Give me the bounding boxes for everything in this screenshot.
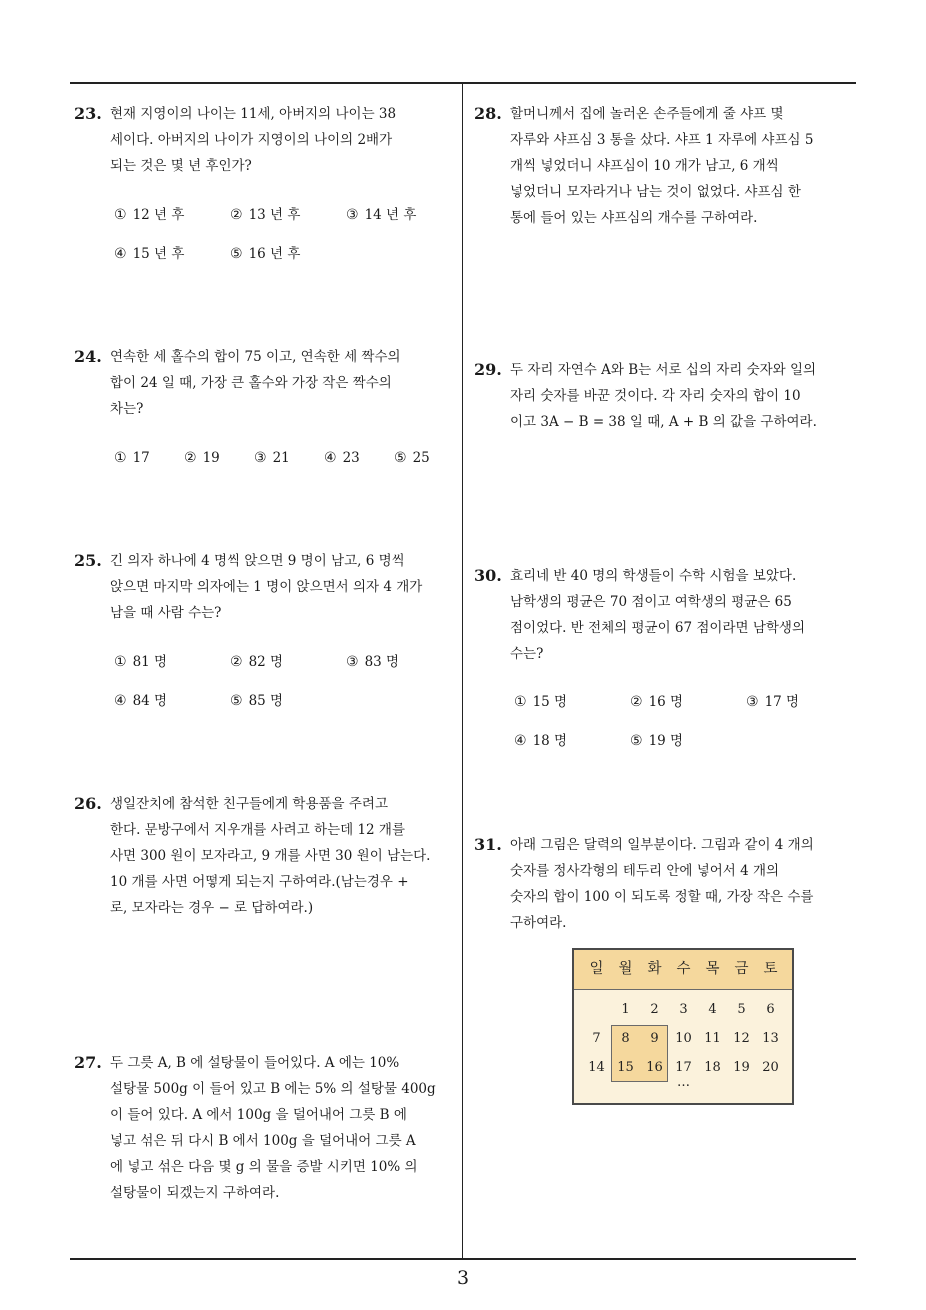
calendar-day: 9 xyxy=(650,1031,659,1046)
stem-line: 연속한 세 홀수의 합이 75 이고, 연속한 세 짝수의 xyxy=(110,349,401,365)
choice-mark: ③ xyxy=(254,450,267,466)
calendar-day: 19 xyxy=(733,1060,750,1075)
choice-mark: ③ xyxy=(746,694,759,710)
calendar-day: 4 xyxy=(708,1002,717,1017)
answer-choice[interactable] xyxy=(114,241,184,267)
stem-line: 통에 들어 있는 샤프심의 개수를 구하여라. xyxy=(510,210,758,226)
answer-choice[interactable] xyxy=(324,445,360,471)
calendar-day: 13 xyxy=(762,1031,779,1046)
answer-choice[interactable] xyxy=(746,689,799,715)
answer-choice[interactable] xyxy=(114,688,167,714)
choice-text: 13 년 후 xyxy=(248,207,301,223)
calendar-day: 11 xyxy=(704,1031,721,1046)
choice-mark: ⑤ xyxy=(230,246,243,262)
calendar-day: 5 xyxy=(737,1002,746,1017)
calendar-day: 3 xyxy=(679,1002,688,1017)
answer-choice[interactable] xyxy=(114,649,167,675)
choice-mark: ① xyxy=(114,450,127,466)
answer-choice[interactable] xyxy=(514,728,567,754)
choice-mark: ② xyxy=(184,450,197,466)
answer-choice[interactable] xyxy=(346,649,399,675)
choice-text: 23 xyxy=(342,450,360,466)
stem-line: 남을 때 사람 수는? xyxy=(110,605,222,621)
choice-mark: ① xyxy=(114,654,127,670)
stem-line: 10 개를 사면 어떻게 되는지 구하여라.(남는경우 + xyxy=(110,874,409,890)
stem-line: 현재 지영이의 나이는 11세, 아버지의 나이는 38 xyxy=(110,106,397,122)
choice-mark: ② xyxy=(230,207,243,223)
question-stem xyxy=(110,344,401,422)
stem-line: 남학생의 평균은 70 점이고 여학생의 평균은 65 xyxy=(510,594,792,610)
choice-mark: ⑤ xyxy=(230,693,243,709)
choice-text: 15 명 xyxy=(532,694,568,710)
choice-text: 16 명 xyxy=(648,694,684,710)
stem-line: 점이었다. 반 전체의 평균이 67 점이라면 남학생의 xyxy=(510,620,805,636)
stem-line: 차는? xyxy=(110,401,144,417)
question-number: 23. xyxy=(74,104,102,123)
stem-line: 수는? xyxy=(510,646,544,662)
page-number: 3 xyxy=(456,1267,470,1289)
choice-text: 12 년 후 xyxy=(132,207,185,223)
stem-line: 설탕물이 되겠는지 구하여라. xyxy=(110,1185,280,1201)
stem-line: 효리네 반 40 명의 학생들이 수학 시험을 보았다. xyxy=(510,568,797,584)
choice-mark: ⑤ xyxy=(630,733,643,749)
choice-text: 85 명 xyxy=(248,693,284,709)
choice-text: 81 명 xyxy=(132,654,168,670)
stem-line: 세이다. 아버지의 나이가 지영이의 나이의 2배가 xyxy=(110,132,393,148)
stem-line: 긴 의자 하나에 4 명씩 앉으면 9 명이 남고, 6 명씩 xyxy=(110,553,405,569)
answer-choice[interactable] xyxy=(230,202,300,228)
choice-mark: ④ xyxy=(514,733,527,749)
stem-line: 한다. 문방구에서 지우개를 사려고 하는데 12 개를 xyxy=(110,822,405,838)
stem-line: 합이 24 일 때, 가장 큰 홀수와 가장 작은 짝수의 xyxy=(110,375,392,391)
stem-line: 아래 그림은 달력의 일부분이다. 그림과 같이 4 개의 xyxy=(510,837,814,853)
answer-choice[interactable] xyxy=(114,445,150,471)
choice-mark: ② xyxy=(630,694,643,710)
calendar-day: 10 xyxy=(675,1031,692,1046)
calendar-day: 12 xyxy=(733,1031,750,1046)
choice-text: 83 명 xyxy=(364,654,400,670)
answer-choice[interactable] xyxy=(230,649,283,675)
question-number: 28. xyxy=(474,104,502,123)
calendar-day: 16 xyxy=(646,1060,663,1075)
answer-choice[interactable] xyxy=(630,728,683,754)
weekday-label: 일 xyxy=(589,961,604,977)
weekday-label: 월 xyxy=(618,961,633,977)
stem-line: 로, 모자라는 경우 − 로 답하여라.) xyxy=(110,900,314,916)
calendar-day: 18 xyxy=(704,1060,721,1075)
question-number: 30. xyxy=(474,566,502,585)
weekday-label: 수 xyxy=(676,961,691,977)
choice-text: 14 년 후 xyxy=(364,207,417,223)
choice-text: 19 xyxy=(202,450,220,466)
calendar-ellipsis: … xyxy=(677,1075,690,1090)
answer-choice[interactable] xyxy=(346,202,416,228)
weekday-label: 화 xyxy=(647,961,662,977)
choice-text: 82 명 xyxy=(248,654,284,670)
choice-text: 25 xyxy=(412,450,430,466)
stem-line: 숫자의 합이 100 이 되도록 정할 때, 가장 작은 수를 xyxy=(510,889,814,905)
choice-text: 16 년 후 xyxy=(248,246,301,262)
stem-line: 할머니께서 집에 놀러온 손주들에게 줄 샤프 몇 xyxy=(510,106,784,122)
weekday-label: 토 xyxy=(763,961,778,977)
choice-text: 17 xyxy=(132,450,150,466)
question-number: 26. xyxy=(74,794,102,813)
question-stem xyxy=(110,1050,436,1206)
weekday-label: 목 xyxy=(705,961,720,977)
question-stem xyxy=(110,101,396,179)
choice-mark: ④ xyxy=(114,693,127,709)
calendar-day: 1 xyxy=(621,1002,630,1017)
question-stem xyxy=(110,791,430,921)
stem-line: 숫자를 정사각형의 테두리 안에 넣어서 4 개의 xyxy=(510,863,780,879)
question-stem xyxy=(510,563,805,667)
column-divider xyxy=(462,83,463,1258)
calendar-header xyxy=(574,950,792,990)
choice-text: 19 명 xyxy=(648,733,684,749)
choice-mark: ② xyxy=(230,654,243,670)
question-number: 31. xyxy=(474,835,502,854)
question-stem xyxy=(510,101,813,231)
stem-line: 자루와 샤프심 3 통을 샀다. 샤프 1 자루에 샤프심 5 xyxy=(510,132,814,148)
question-number: 27. xyxy=(74,1053,102,1072)
choice-mark: ⑤ xyxy=(394,450,407,466)
question-stem xyxy=(110,548,422,626)
choice-text: 15 년 후 xyxy=(132,246,185,262)
stem-line: 에 넣고 섞은 다음 몇 g 의 물을 증발 시키면 10% 의 xyxy=(110,1159,418,1175)
answer-choice[interactable] xyxy=(630,689,683,715)
choice-text: 84 명 xyxy=(132,693,168,709)
calendar-day: 6 xyxy=(766,1002,775,1017)
calendar-day: 15 xyxy=(617,1060,634,1075)
answer-choice[interactable] xyxy=(114,202,184,228)
question-number: 25. xyxy=(74,551,102,570)
stem-line: 설탕물 500g 이 들어 있고 B 에는 5% 의 설탕물 400g xyxy=(110,1081,436,1097)
stem-line: 자리 숫자를 바꾼 것이다. 각 자리 숫자의 합이 10 xyxy=(510,388,801,404)
stem-line: 사면 300 원이 모자라고, 9 개를 사면 30 원이 남는다. xyxy=(110,848,431,864)
choice-text: 21 xyxy=(272,450,290,466)
answer-choice[interactable] xyxy=(230,241,300,267)
stem-line: 이 들어 있다. A 에서 100g 을 덜어내어 그릇 B 에 xyxy=(110,1107,407,1123)
calendar-day: 7 xyxy=(592,1031,601,1046)
calendar-day: 2 xyxy=(650,1002,659,1017)
question-stem xyxy=(510,357,817,435)
choice-mark: ③ xyxy=(346,207,359,223)
choice-text: 17 명 xyxy=(764,694,800,710)
stem-line: 넣었더니 모자라거나 남는 것이 없었다. 샤프심 한 xyxy=(510,184,801,200)
question-number: 24. xyxy=(74,347,102,366)
answer-choice[interactable] xyxy=(184,445,220,471)
answer-choice[interactable] xyxy=(394,445,430,471)
answer-choice[interactable] xyxy=(514,689,567,715)
calendar-figure xyxy=(572,948,794,1105)
answer-choice[interactable] xyxy=(254,445,290,471)
stem-line: 구하여라. xyxy=(510,915,567,931)
question-number: 29. xyxy=(474,360,502,379)
bottom-rule xyxy=(70,1258,856,1260)
calendar-day: 17 xyxy=(675,1060,692,1075)
stem-line: 앉으면 마지막 의자에는 1 명이 앉으면서 의자 4 개가 xyxy=(110,579,423,595)
stem-line: 이고 3A − B = 38 일 때, A + B 의 값을 구하여라. xyxy=(510,414,817,430)
choice-mark: ③ xyxy=(346,654,359,670)
weekday-label: 금 xyxy=(734,961,749,977)
choice-mark: ④ xyxy=(324,450,337,466)
choice-mark: ① xyxy=(514,694,527,710)
stem-line: 넣고 섞은 뒤 다시 B 에서 100g 을 덜어내어 그릇 A xyxy=(110,1133,416,1149)
calendar-day: 14 xyxy=(588,1060,605,1075)
answer-choice[interactable] xyxy=(230,688,283,714)
stem-line: 두 자리 자연수 A와 B는 서로 십의 자리 숫자와 일의 xyxy=(510,362,817,378)
stem-line: 생일잔치에 참석한 친구들에게 학용품을 주려고 xyxy=(110,796,388,812)
question-stem xyxy=(510,832,814,936)
calendar-day: 8 xyxy=(621,1031,630,1046)
stem-line: 되는 것은 몇 년 후인가? xyxy=(110,158,252,174)
choice-mark: ① xyxy=(114,207,127,223)
choice-text: 18 명 xyxy=(532,733,568,749)
choice-mark: ④ xyxy=(114,246,127,262)
stem-line: 개씩 넣었더니 샤프심이 10 개가 남고, 6 개씩 xyxy=(510,158,779,174)
stem-line: 두 그릇 A, B 에 설탕물이 들어있다. A 에는 10% xyxy=(110,1055,400,1071)
calendar-day: 20 xyxy=(762,1060,779,1075)
